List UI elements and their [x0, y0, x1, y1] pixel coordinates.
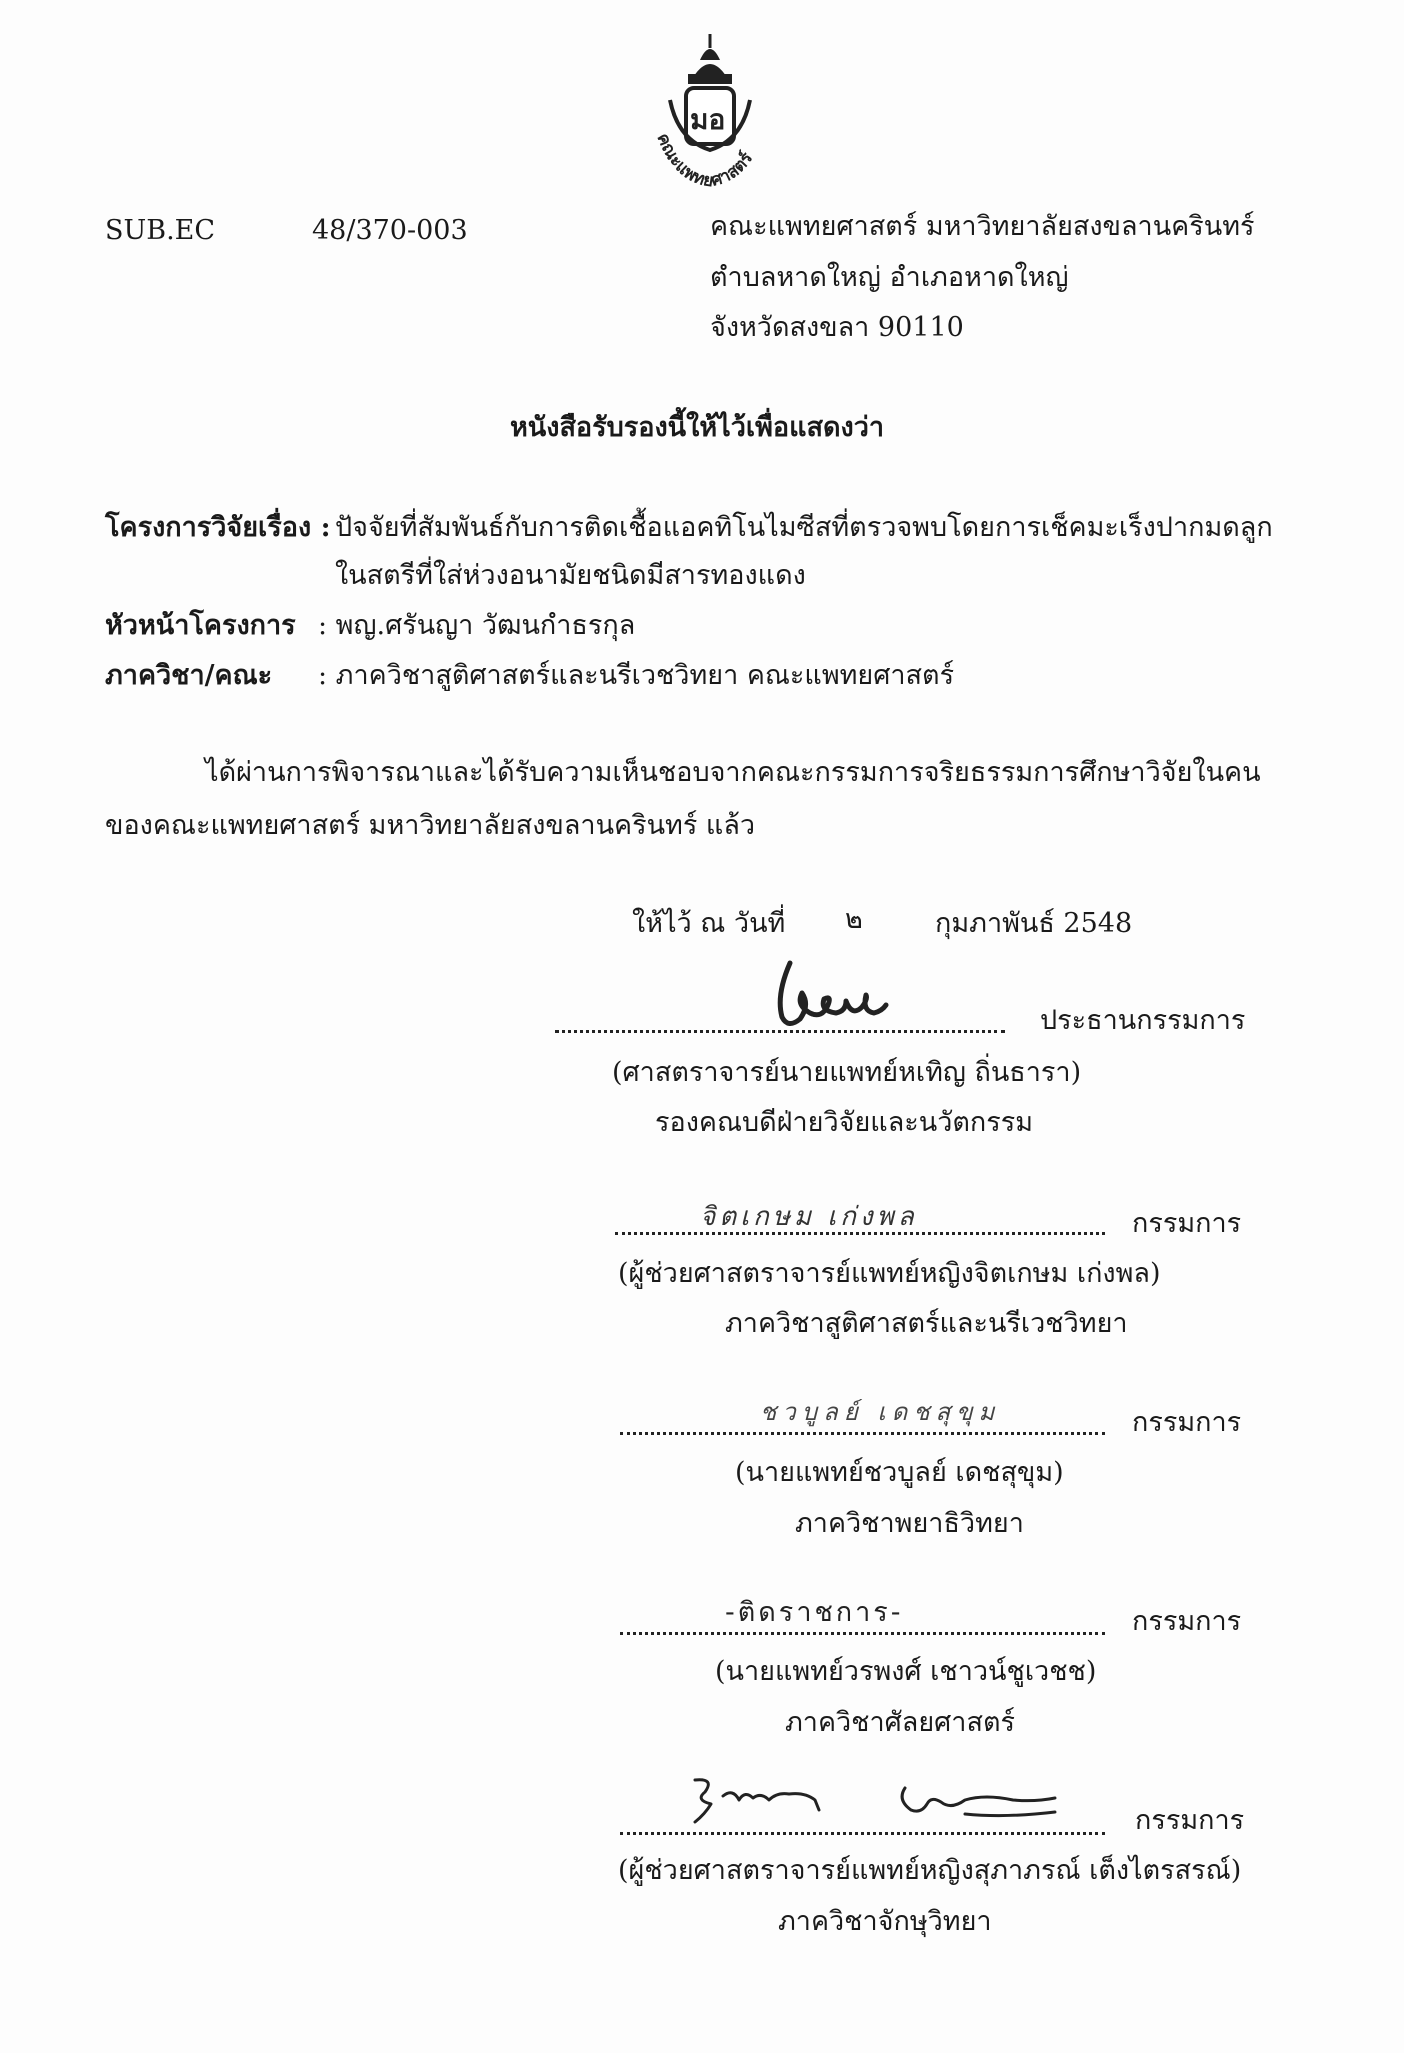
signatory-role: ประธานกรรมการ: [1040, 1005, 1246, 1036]
seal-arc-text: คณะแพทยศาสตร์: [652, 130, 758, 192]
signatory-position: ภาควิชาจักษุวิทยา: [778, 1906, 992, 1937]
project-title-line-1: ปัจจัยที่สัมพันธ์กับการติดเชื้อแอคทิโนไมซีสที่ตรวจพบโดยการเช็คมะเร็งปากมดลูก: [335, 512, 1273, 543]
address-line-1: คณะแพทยศาสตร์ มหาวิทยาลัยสงขลานครินทร์: [710, 211, 1255, 242]
seal-emblem-letters: มอ: [690, 103, 726, 136]
signatory-name: (ผู้ช่วยศาสตราจารย์แพทย์หญิงจิตเกษม เก่งพล): [618, 1258, 1161, 1289]
signatory-role: กรรมการ: [1135, 1805, 1245, 1836]
signatory-position: รองคณบดีฝ่ายวิจัยและนวัตกรรม: [655, 1107, 1034, 1138]
address-line-2: ตำบลหาดใหญ่ อำเภอหาดใหญ่: [710, 262, 1069, 293]
signatory-role: กรรมการ: [1132, 1606, 1242, 1637]
handwritten-signature-3: ชวบูลย์ เดชสุขุม: [760, 1398, 1001, 1426]
handwritten-signature-2: จิตเกษม เก่งพล: [700, 1202, 918, 1232]
body-line-1: ได้ผ่านการพิจารณาและได้รับความเห็นชอบจากคณะกรรมการจริยธรรมการศึกษาวิจัยในคน: [205, 757, 1261, 788]
address-line-3: จังหวัดสงขลา 90110: [710, 312, 964, 343]
body-line-2: ของคณะแพทยศาสตร์ มหาวิทยาลัยสงขลานครินทร์ แล้ว: [105, 810, 756, 841]
signatory-position: ภาควิชาสูติศาสตร์และนรีเวชวิทยา: [725, 1308, 1128, 1339]
signatory-position: ภาควิชาศัลยศาสตร์: [785, 1707, 1015, 1738]
handwritten-signature-4: -ติดราชการ-: [725, 1597, 904, 1628]
ref-number: 48/370-003: [312, 215, 468, 246]
ref-code: SUB.EC: [105, 215, 216, 246]
certificate-heading: หนังสือรับรองนี้ให้ไว้เพื่อแสดงว่า: [510, 412, 885, 443]
signatory-name: (ศาสตราจารย์นายแพทย์หเทิญ ถิ่นธารา): [612, 1057, 1082, 1088]
handwritten-signature-5: [665, 1770, 1105, 1840]
signatory-name: (นายแพทย์วรพงศ์ เชาวน์ชูเวชช): [715, 1656, 1097, 1687]
handwritten-signature-chair: [770, 955, 890, 1035]
project-title-line-2: ในสตรีที่ใส่ห่วงอนามัยชนิดมีสารทองแดง: [335, 560, 806, 591]
head-label: หัวหน้าโครงการ: [105, 610, 296, 641]
date-prefix: ให้ไว้ ณ วันที่: [632, 908, 786, 939]
signatory-role: กรรมการ: [1132, 1208, 1242, 1239]
faculty-seal-icon: [640, 30, 780, 198]
signature-line: [620, 1432, 1105, 1435]
signatory-role: กรรมการ: [1132, 1407, 1242, 1438]
dept-label: ภาควิชา/คณะ: [105, 660, 273, 691]
date-day: ๒: [845, 904, 863, 935]
signatory-name: (ผู้ช่วยศาสตราจารย์แพทย์หญิงสุภาภรณ์ เต็งไตรสรณ์): [618, 1855, 1242, 1886]
signatory-name: (นายแพทย์ชวบูลย์ เดชสุขุม): [735, 1457, 1064, 1488]
dept-value: : ภาควิชาสูติศาสตร์และนรีเวชวิทยา คณะแพทยศาสตร์: [318, 660, 955, 691]
date-month-year: กุมภาพันธ์ 2548: [935, 908, 1133, 939]
signatory-position: ภาควิชาพยาธิวิทยา: [795, 1508, 1024, 1539]
project-label: โครงการวิจัยเรื่อง :: [105, 512, 331, 543]
head-value: : พญ.ศรันญา วัฒนกำธรกุล: [318, 610, 636, 641]
